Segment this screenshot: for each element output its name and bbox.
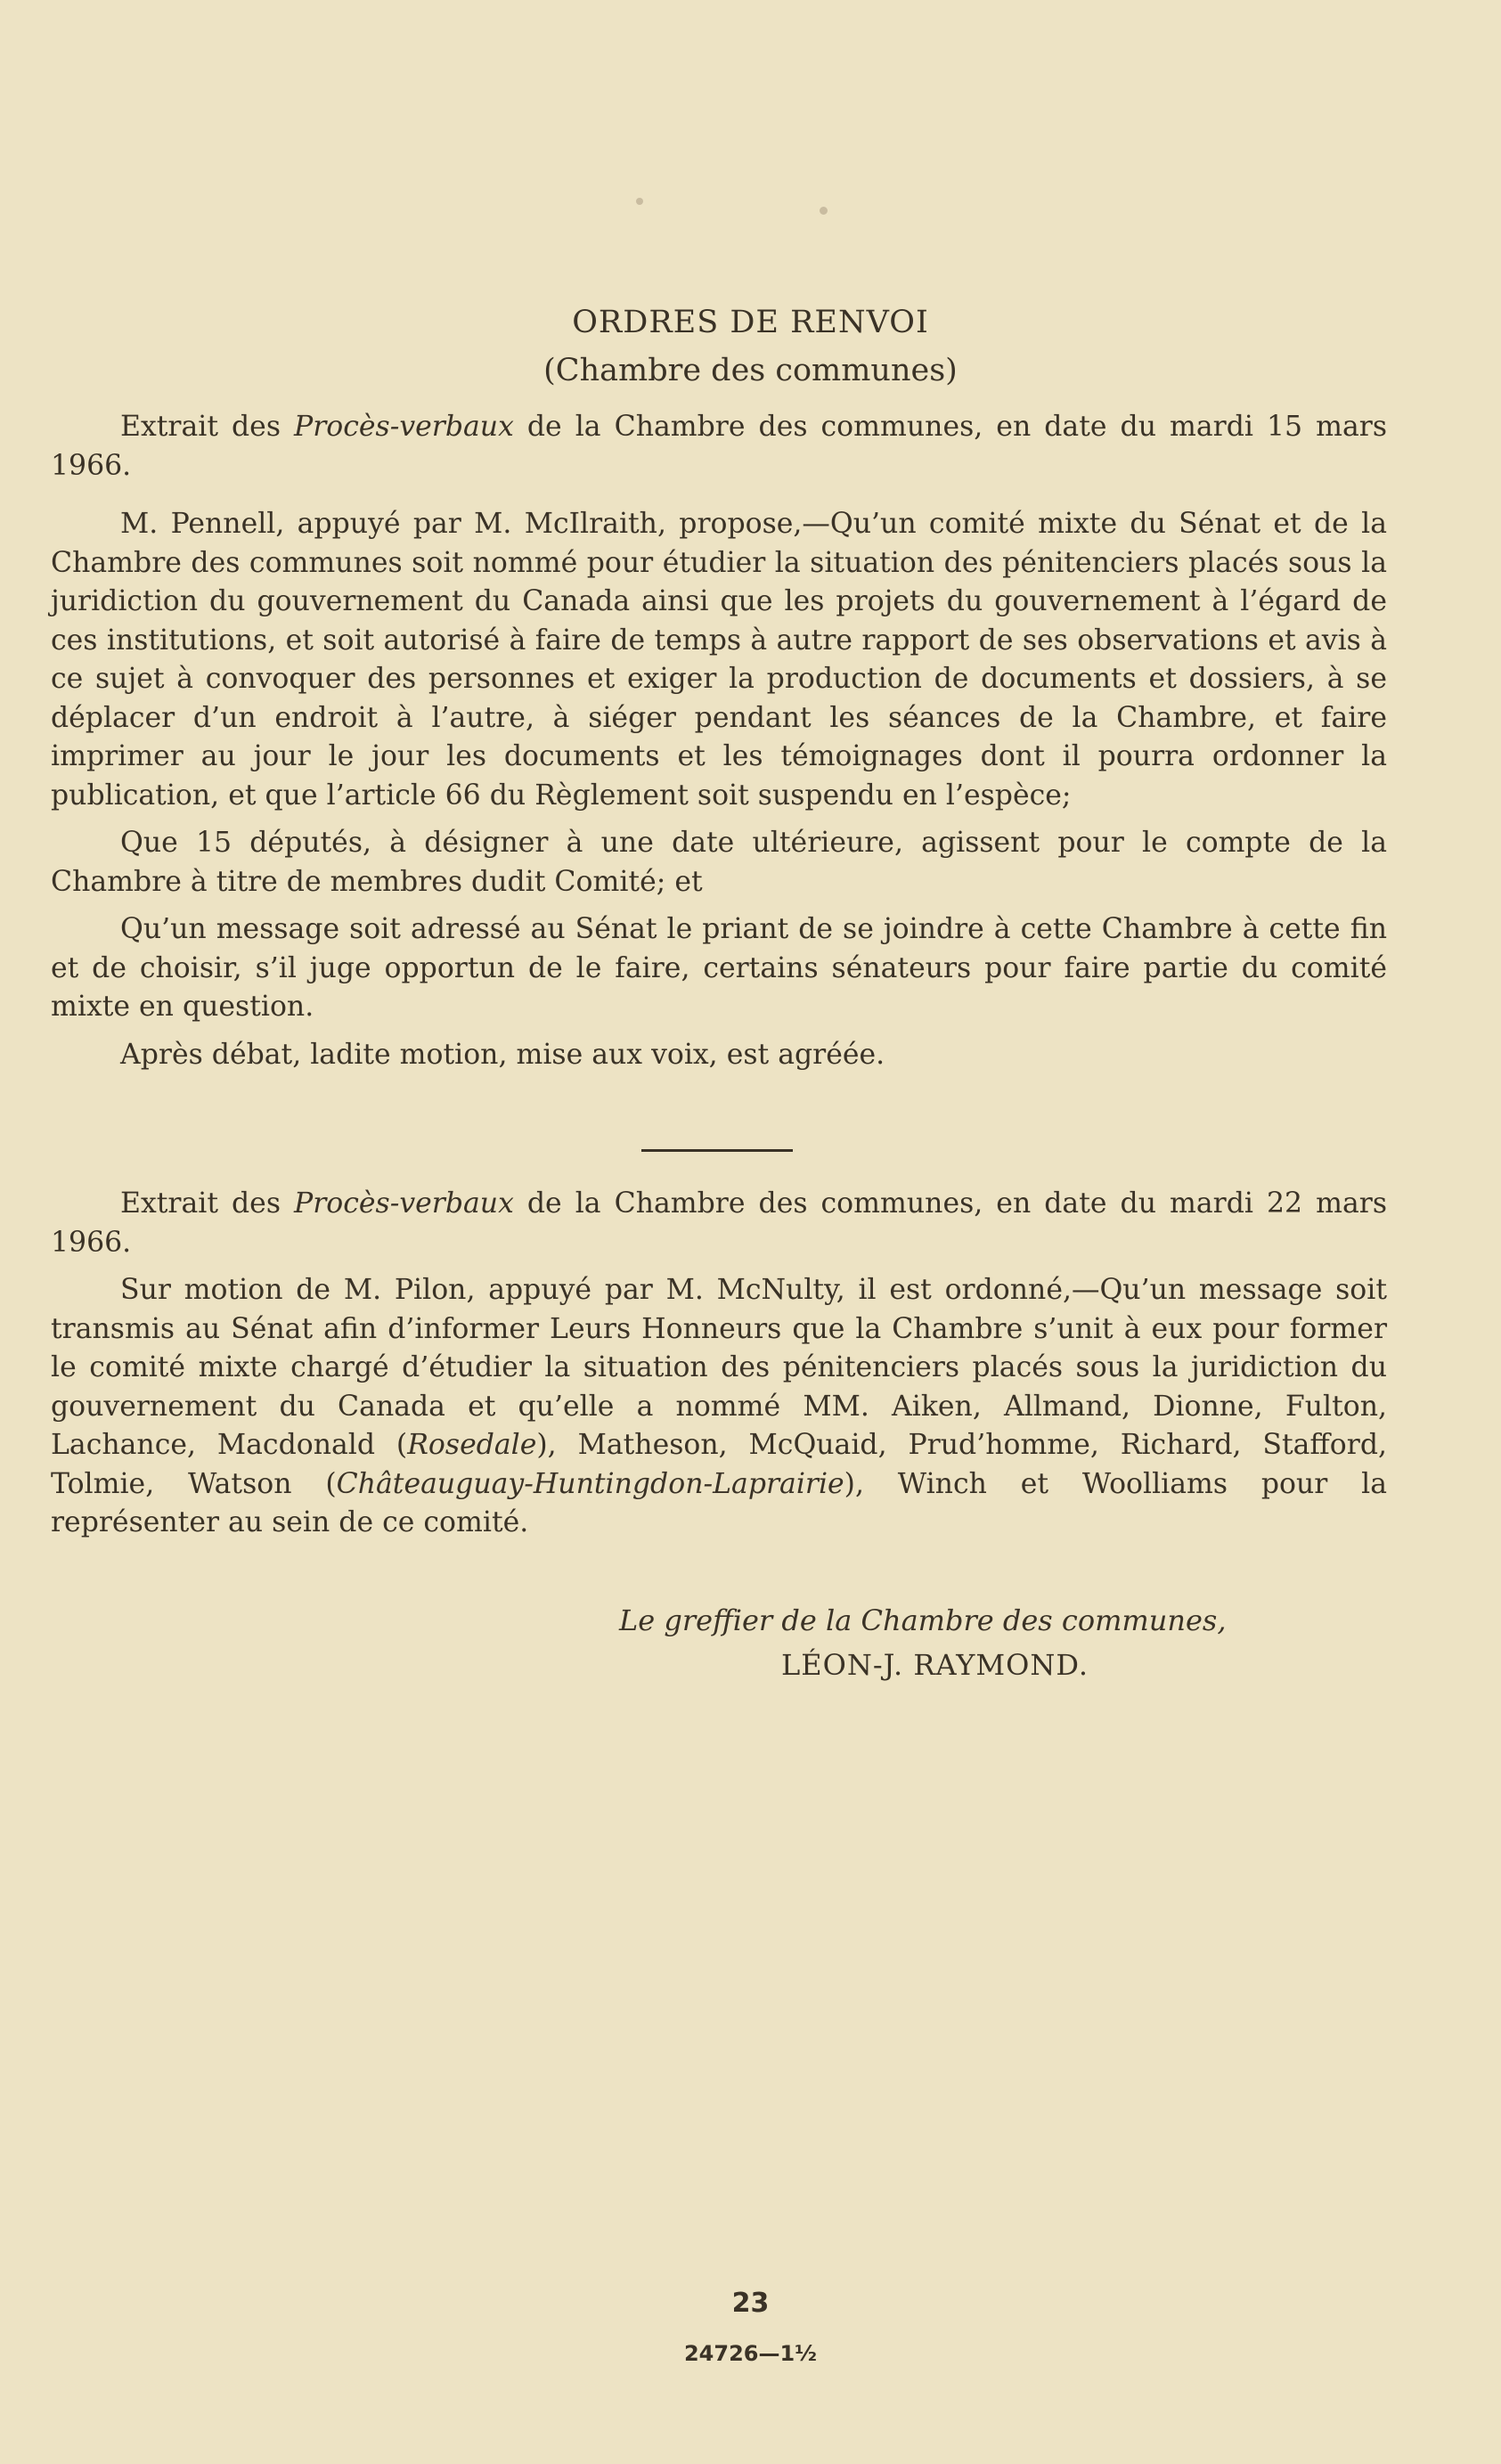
order-paragraph: Sur motion de M. Pilon, appuyé par M. McNulty, il est ordonné,—Qu’un message soit transmis au Sénat afin d’informer Leurs Honneurs que la Chambre s’unit à eux pour former le comité mixte chargé d’étudier la situation des pénitenciers placés sous la juridiction du gouvernement du Canada et qu’elle a nommé MM. Aiken, Allmand, Dionne, Fulton, Lachance, Macdonald (Rosedale), Matheson, McQuaid, Prud’homme, Richard, Stafford, Tolmie, Watson (Châteauguay-Huntingdon-Laprairie), Winch et Woolliams pour la représenter au sein de ce comité. bbox=[51, 1274, 1388, 1538]
print-code: 24726—1½ bbox=[683, 2341, 818, 2366]
print-speck bbox=[820, 207, 828, 215]
section-first-order bbox=[51, 408, 1387, 1083]
extract-heading: Extrait des Procès-verbaux de la Chambre des communes, en date du mardi 15 mars 1966. bbox=[51, 411, 1387, 482]
print-speck bbox=[636, 198, 643, 205]
page-subtitle: (Chambre des communes) bbox=[543, 353, 958, 388]
deputies-paragraph: Que 15 députés, à désigner à une date ultérieure, agissent pour le compte de la Chambre à titre de membres dudit Comité; et bbox=[51, 827, 1387, 898]
signature-name: LÉON-J. RAYMOND. bbox=[781, 1648, 1089, 1682]
message-paragraph: Qu’un message soit adressé au Sénat le priant de se joindre à cette Chambre à cette fin et de choisir, s’il juge opportun de le faire, certains sénateurs pour faire partie du comité mixte en question. bbox=[51, 913, 1387, 1023]
result-paragraph: Après débat, ladite motion, mise aux voix, est agréée. bbox=[120, 1038, 885, 1071]
page-title: ORDRES DE RENVOI bbox=[572, 305, 929, 340]
section-divider bbox=[641, 1149, 793, 1152]
signature-role: Le greffier de la Chambre des communes, bbox=[619, 1603, 1227, 1637]
section-second-order bbox=[51, 1185, 1387, 1552]
extract-heading: Extrait des Procès-verbaux de la Chambre des communes, en date du mardi 22 mars 1966. bbox=[51, 1187, 1387, 1259]
page-number: 23 bbox=[731, 2288, 770, 2319]
motion-paragraph: M. Pennell, appuyé par M. McIlraith, propose,—Qu’un comité mixte du Sénat et de la Chambre des communes soit nommé pour étudier la situation des pénitenciers placés sous la juridiction du gouvernement du Canada ainsi que les projets du gouvernement à l’égard de ces institutions, et soit autorisé à faire de temps à autre rapport de ses observations et avis à ce sujet à convoquer des personnes et exiger la production de documents et dossiers, à se déplacer d’un endroit à l’autre, à siéger pendant les séances de la Chambre, et faire imprimer au jour le jour les documents et les témoignages dont il pourra ordonner la publication, et que l’article 66 du Règlement soit suspendu en l’espèce; bbox=[51, 508, 1387, 812]
